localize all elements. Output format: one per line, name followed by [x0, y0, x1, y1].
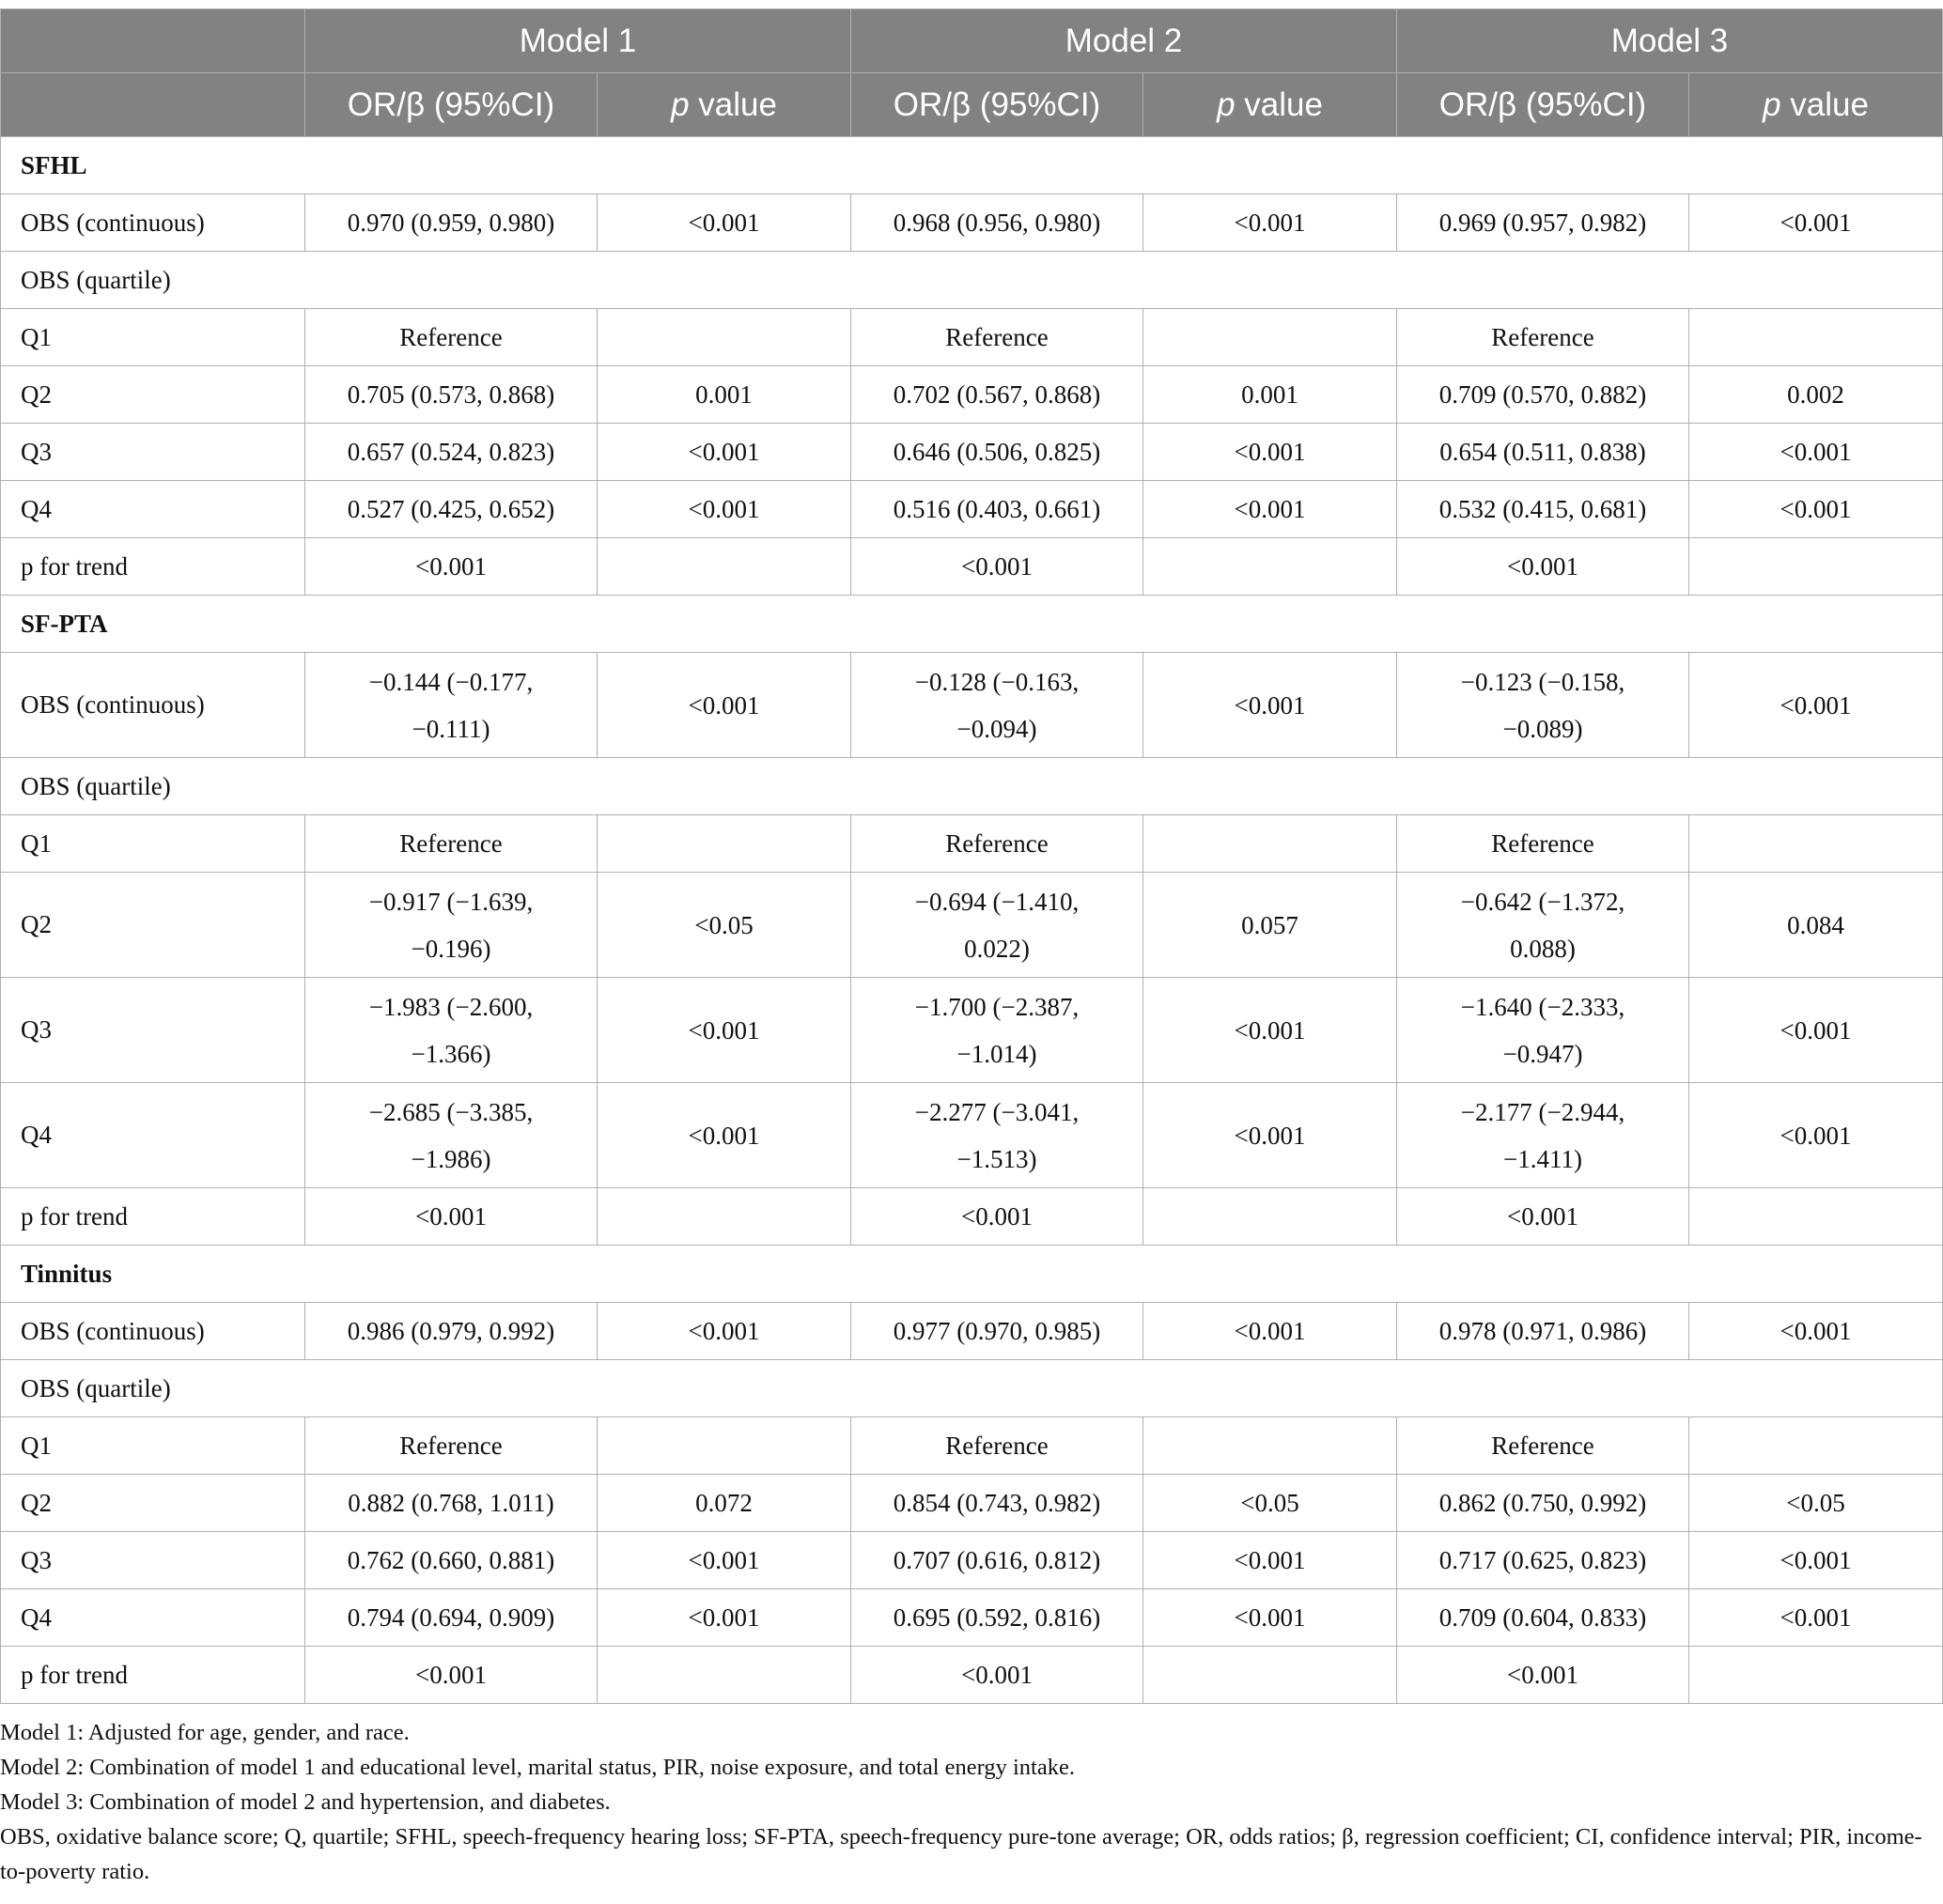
header-p-value	[598, 73, 851, 137]
table-row	[1, 194, 1943, 252]
section-row	[1, 596, 1943, 653]
footnote: Model 1: Adjusted for age, gender, and race.	[0, 1720, 410, 1745]
estimate-cell: <0.001	[851, 1647, 1143, 1704]
estimate-cell: −0.144 (−0.177, −0.111)	[305, 653, 598, 758]
estimate-cell: −0.642 (−1.372, 0.088)	[1397, 873, 1689, 978]
p-value-cell: <0.001	[598, 424, 851, 481]
header-model-3: Model 3	[1397, 9, 1943, 73]
section-title: SFHL	[1, 137, 1943, 194]
row-label: Q1	[1, 815, 305, 873]
table-row	[1, 1083, 1943, 1188]
footnote: OBS, oxidative balance score; Q, quartile; SFHL, speech-frequency hearing loss; SF-PTA, speech-frequency pure-tone average; OR, odds ratios; β, regression coefficient; CI, confidence interval; PIR, income-to-poverty ratio.	[0, 1824, 1922, 1884]
p-value-cell: <0.001	[1143, 481, 1397, 538]
p-value-cell: <0.001	[1143, 1532, 1397, 1589]
row-label: p for trend	[1, 1188, 305, 1246]
p-value-cell: <0.001	[598, 978, 851, 1083]
p-value-cell: 0.084	[1689, 873, 1943, 978]
estimate-cell: 0.709 (0.604, 0.833)	[1397, 1589, 1689, 1647]
table-body	[1, 137, 1943, 1704]
p-value-cell	[1689, 538, 1943, 596]
p-value-cell: <0.001	[1143, 653, 1397, 758]
estimate-cell: −2.685 (−3.385, −1.986)	[305, 1083, 598, 1188]
estimate-cell: 0.654 (0.511, 0.838)	[1397, 424, 1689, 481]
p-value-cell: <0.001	[1143, 424, 1397, 481]
estimate-cell: 0.702 (0.567, 0.868)	[851, 366, 1143, 424]
header-p-value	[1143, 73, 1397, 137]
section-title: SF-PTA	[1, 596, 1943, 653]
p-value-cell: <0.05	[1143, 1475, 1397, 1532]
estimate-cell: 0.977 (0.970, 0.985)	[851, 1303, 1143, 1360]
estimate-cell: 0.516 (0.403, 0.661)	[851, 481, 1143, 538]
table-row	[1, 1188, 1943, 1246]
p-value-cell: 0.001	[1143, 366, 1397, 424]
header-p-italic: p	[671, 85, 690, 123]
estimate-cell: −1.700 (−2.387, −1.014)	[851, 978, 1143, 1083]
footnote: Model 3: Combination of model 2 and hypertension, and diabetes.	[0, 1789, 611, 1815]
row-label: Q2	[1, 1475, 305, 1532]
estimate-cell: −2.177 (−2.944, −1.411)	[1397, 1083, 1689, 1188]
row-label: OBS (continuous)	[1, 653, 305, 758]
p-value-cell	[598, 1417, 851, 1475]
p-value-cell: <0.001	[598, 653, 851, 758]
p-value-cell	[1143, 815, 1397, 873]
p-value-cell: <0.001	[1689, 194, 1943, 252]
p-value-cell	[1689, 1417, 1943, 1475]
header-p-rest: value	[689, 85, 777, 123]
p-value-cell: <0.001	[598, 1083, 851, 1188]
p-value-cell: <0.001	[1689, 424, 1943, 481]
p-value-cell	[598, 538, 851, 596]
header-p-italic: p	[1763, 85, 1781, 123]
p-value-cell: <0.001	[1143, 1303, 1397, 1360]
footnote: Model 2: Combination of model 1 and educational level, marital status, PIR, noise exposure, and total energy intake.	[0, 1755, 1075, 1780]
table-header	[1, 9, 1943, 137]
estimate-cell: 0.657 (0.524, 0.823)	[305, 424, 598, 481]
estimate-cell: <0.001	[305, 1188, 598, 1246]
table-row	[1, 481, 1943, 538]
table-row	[1, 309, 1943, 366]
estimate-cell: 0.532 (0.415, 0.681)	[1397, 481, 1689, 538]
section-row	[1, 1246, 1943, 1303]
p-value-cell: <0.001	[1689, 1083, 1943, 1188]
p-value-cell	[598, 1647, 851, 1704]
p-value-cell: 0.001	[598, 366, 851, 424]
estimate-cell: −1.640 (−2.333, −0.947)	[1397, 978, 1689, 1083]
results-table	[0, 8, 1943, 1704]
p-value-cell	[1689, 1188, 1943, 1246]
header-blank	[1, 9, 305, 73]
estimate-cell: 0.717 (0.625, 0.823)	[1397, 1532, 1689, 1589]
row-label: p for trend	[1, 1647, 305, 1704]
estimate-cell: 0.854 (0.743, 0.982)	[851, 1475, 1143, 1532]
estimate-cell: Reference	[1397, 309, 1689, 366]
header-p-italic: p	[1217, 85, 1236, 123]
p-value-cell: <0.001	[1143, 1083, 1397, 1188]
results-table-container	[0, 8, 1943, 1889]
estimate-cell: Reference	[305, 1417, 598, 1475]
table-row	[1, 252, 1943, 309]
row-label: Q4	[1, 481, 305, 538]
estimate-cell: <0.001	[1397, 1647, 1689, 1704]
estimate-cell: −0.123 (−0.158, −0.089)	[1397, 653, 1689, 758]
estimate-cell: 0.695 (0.592, 0.816)	[851, 1589, 1143, 1647]
row-label: Q1	[1, 1417, 305, 1475]
table-row	[1, 873, 1943, 978]
estimate-cell: −0.917 (−1.639, −0.196)	[305, 873, 598, 978]
row-label: OBS (continuous)	[1, 194, 305, 252]
p-value-cell	[1143, 309, 1397, 366]
row-label: OBS (continuous)	[1, 1303, 305, 1360]
estimate-cell: 0.882 (0.768, 1.011)	[305, 1475, 598, 1532]
table-row	[1, 653, 1943, 758]
p-value-cell	[1689, 1647, 1943, 1704]
p-value-cell: <0.001	[1143, 978, 1397, 1083]
p-value-cell: <0.001	[598, 1532, 851, 1589]
estimate-cell: <0.001	[1397, 1188, 1689, 1246]
p-value-cell: <0.001	[1689, 653, 1943, 758]
table-row	[1, 1417, 1943, 1475]
row-label: Q4	[1, 1083, 305, 1188]
section-title: Tinnitus	[1, 1246, 1943, 1303]
header-blank-2	[1, 73, 305, 137]
p-value-cell	[598, 815, 851, 873]
table-row	[1, 538, 1943, 596]
table-row	[1, 1303, 1943, 1360]
estimate-cell: Reference	[851, 1417, 1143, 1475]
p-value-cell: <0.001	[1689, 1532, 1943, 1589]
p-value-cell	[1689, 815, 1943, 873]
estimate-cell: −0.128 (−0.163, −0.094)	[851, 653, 1143, 758]
p-value-cell: <0.001	[1143, 1589, 1397, 1647]
estimate-cell: 0.862 (0.750, 0.992)	[1397, 1475, 1689, 1532]
estimate-cell: <0.001	[851, 1188, 1143, 1246]
p-value-cell	[1143, 538, 1397, 596]
estimate-cell: 0.527 (0.425, 0.652)	[305, 481, 598, 538]
row-label: p for trend	[1, 538, 305, 596]
p-value-cell: <0.001	[598, 481, 851, 538]
table-row	[1, 1360, 1943, 1417]
table-row	[1, 1647, 1943, 1704]
p-value-cell	[1143, 1647, 1397, 1704]
estimate-cell: <0.001	[1397, 538, 1689, 596]
estimate-cell: 0.707 (0.616, 0.812)	[851, 1532, 1143, 1589]
estimate-cell: 0.970 (0.959, 0.980)	[305, 194, 598, 252]
estimate-cell: 0.969 (0.957, 0.982)	[1397, 194, 1689, 252]
p-value-cell	[1143, 1188, 1397, 1246]
estimate-cell: Reference	[851, 815, 1143, 873]
table-footnotes	[0, 1715, 1943, 1889]
estimate-cell: Reference	[851, 309, 1143, 366]
header-row-columns	[1, 73, 1943, 137]
table-row	[1, 1532, 1943, 1589]
header-or-beta: OR/β (95%CI)	[1397, 73, 1689, 137]
estimate-cell: −1.983 (−2.600, −1.366)	[305, 978, 598, 1083]
estimate-cell: Reference	[1397, 815, 1689, 873]
header-p-rest: value	[1780, 85, 1869, 123]
estimate-cell: <0.001	[305, 1647, 598, 1704]
p-value-cell: <0.001	[1143, 194, 1397, 252]
p-value-cell	[598, 1188, 851, 1246]
table-row	[1, 1589, 1943, 1647]
estimate-cell: −2.277 (−3.041, −1.513)	[851, 1083, 1143, 1188]
row-label: OBS (quartile)	[1, 1360, 1943, 1417]
estimate-cell: Reference	[305, 815, 598, 873]
estimate-cell: Reference	[1397, 1417, 1689, 1475]
estimate-cell: 0.968 (0.956, 0.980)	[851, 194, 1143, 252]
p-value-cell: <0.001	[598, 194, 851, 252]
estimate-cell: 0.794 (0.694, 0.909)	[305, 1589, 598, 1647]
header-p-rest: value	[1235, 85, 1323, 123]
table-row	[1, 1475, 1943, 1532]
p-value-cell: <0.001	[1689, 978, 1943, 1083]
row-label: Q4	[1, 1589, 305, 1647]
row-label: OBS (quartile)	[1, 758, 1943, 815]
header-row-models	[1, 9, 1943, 73]
table-row	[1, 978, 1943, 1083]
estimate-cell: 0.986 (0.979, 0.992)	[305, 1303, 598, 1360]
row-label: Q1	[1, 309, 305, 366]
estimate-cell: 0.705 (0.573, 0.868)	[305, 366, 598, 424]
row-label: Q3	[1, 1532, 305, 1589]
p-value-cell: <0.05	[598, 873, 851, 978]
p-value-cell	[1143, 1417, 1397, 1475]
row-label: Q3	[1, 978, 305, 1083]
section-row	[1, 137, 1943, 194]
p-value-cell: 0.057	[1143, 873, 1397, 978]
row-label: OBS (quartile)	[1, 252, 1943, 309]
row-label: Q2	[1, 366, 305, 424]
estimate-cell: −0.694 (−1.410, 0.022)	[851, 873, 1143, 978]
estimate-cell: <0.001	[851, 538, 1143, 596]
table-row	[1, 424, 1943, 481]
header-model-1: Model 1	[305, 9, 851, 73]
estimate-cell: Reference	[305, 309, 598, 366]
header-p-value	[1689, 73, 1943, 137]
p-value-cell	[598, 309, 851, 366]
estimate-cell: 0.646 (0.506, 0.825)	[851, 424, 1143, 481]
table-row	[1, 758, 1943, 815]
p-value-cell: <0.05	[1689, 1475, 1943, 1532]
p-value-cell: <0.001	[598, 1589, 851, 1647]
p-value-cell: <0.001	[598, 1303, 851, 1360]
header-or-beta: OR/β (95%CI)	[851, 73, 1143, 137]
p-value-cell: <0.001	[1689, 1303, 1943, 1360]
estimate-cell: 0.978 (0.971, 0.986)	[1397, 1303, 1689, 1360]
p-value-cell: <0.001	[1689, 1589, 1943, 1647]
p-value-cell: 0.072	[598, 1475, 851, 1532]
header-model-2: Model 2	[851, 9, 1397, 73]
p-value-cell	[1689, 309, 1943, 366]
header-or-beta: OR/β (95%CI)	[305, 73, 598, 137]
p-value-cell: 0.002	[1689, 366, 1943, 424]
p-value-cell: <0.001	[1689, 481, 1943, 538]
estimate-cell: 0.709 (0.570, 0.882)	[1397, 366, 1689, 424]
estimate-cell: <0.001	[305, 538, 598, 596]
table-row	[1, 815, 1943, 873]
table-row	[1, 366, 1943, 424]
row-label: Q2	[1, 873, 305, 978]
row-label: Q3	[1, 424, 305, 481]
estimate-cell: 0.762 (0.660, 0.881)	[305, 1532, 598, 1589]
